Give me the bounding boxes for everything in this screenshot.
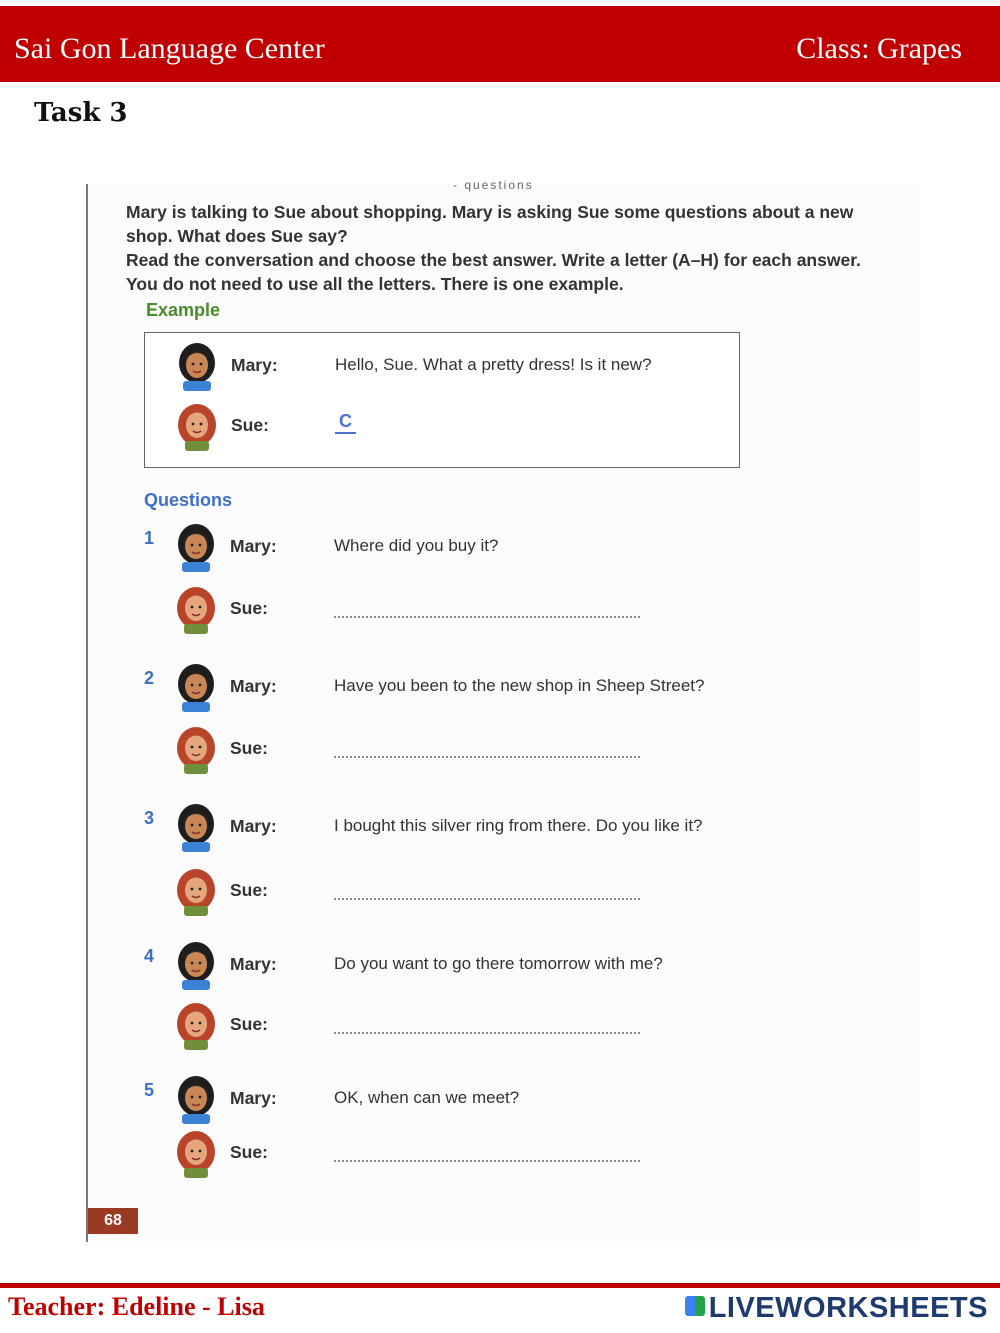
teacher-name: Teacher: Edeline - Lisa [8, 1292, 265, 1321]
question-3-mary-row [144, 802, 864, 852]
mary-line: I bought this silver ring from there. Do you like it? [334, 816, 703, 835]
brand-logo[interactable] [685, 1292, 988, 1325]
speaker-label: Sue: [230, 598, 268, 618]
mary-avatar-icon [173, 341, 221, 391]
mary-line: OK, when can we meet? [334, 1088, 520, 1107]
question-2-sue-row [144, 724, 864, 774]
speaker-label: Sue: [230, 738, 268, 758]
mary-line: Hello, Sue. What a pretty dress! Is it new? [335, 355, 652, 374]
sue-avatar-icon [172, 584, 220, 634]
mary-avatar-icon [172, 802, 220, 852]
mary-line: Have you been to the new shop in Sheep Street? [334, 676, 705, 695]
speaker-label: Sue: [230, 1014, 268, 1034]
sue-avatar-icon [172, 866, 220, 916]
header-bar [0, 6, 1000, 82]
speaker-label: Mary: [230, 816, 277, 836]
footer-divider [0, 1283, 1000, 1288]
school-name: Sai Gon Language Center [14, 32, 325, 65]
mary-avatar-icon [172, 940, 220, 990]
question-number: 2 [144, 668, 155, 688]
questions-label: Questions [144, 490, 233, 510]
question-5-sue-row [144, 1128, 864, 1178]
sue-avatar-icon [172, 724, 220, 774]
answer-field-3[interactable] [334, 898, 640, 900]
question-number: 4 [144, 946, 155, 966]
mary-avatar-icon [172, 1074, 220, 1124]
answer-field-4[interactable] [334, 1032, 640, 1034]
example-mary-row [145, 341, 735, 391]
sue-avatar-icon [172, 1128, 220, 1178]
sue-avatar-icon [172, 1000, 220, 1050]
question-4-mary-row [144, 940, 864, 990]
page-number: 68 [88, 1208, 138, 1234]
speaker-label: Sue: [230, 880, 268, 900]
mary-line: Where did you buy it? [334, 536, 499, 555]
question-4-sue-row [144, 1000, 864, 1050]
question-2-mary-row [144, 662, 864, 712]
worksheet-page [86, 178, 920, 1242]
answer-field-5[interactable] [334, 1160, 640, 1162]
task-title: Task 3 [34, 98, 128, 128]
speaker-label: Sue: [231, 415, 269, 435]
speaker-label: Mary: [231, 355, 278, 375]
instructions [126, 200, 886, 296]
speaker-label: Mary: [230, 676, 277, 696]
sue-avatar-icon [173, 401, 221, 451]
question-1-sue-row [144, 584, 864, 634]
mary-line: Do you want to go there tomorrow with me? [334, 954, 663, 973]
example-sue-row [145, 401, 735, 451]
example-label: Example [146, 300, 221, 320]
speaker-label: Mary: [230, 536, 277, 556]
mary-avatar-icon [172, 522, 220, 572]
brand-text: LIVEWORKSHEETS [708, 1292, 988, 1324]
example-box [144, 332, 740, 468]
example-answer: C [335, 411, 356, 434]
page-top-fragment: - questions [453, 178, 534, 192]
answer-field-1[interactable] [334, 616, 640, 618]
question-number: 5 [144, 1080, 155, 1100]
instruction-2: Read the conversation and choose the best answer. Write a letter (A–H) for each answer. You do not need to use all the letters. There is one example. [126, 250, 861, 294]
liveworksheets-logo-icon [685, 1296, 705, 1316]
question-5-mary-row [144, 1074, 864, 1124]
class-name: Class: Grapes [796, 32, 962, 65]
question-3-sue-row [144, 866, 864, 916]
instruction-1: Mary is talking to Sue about shopping. Mary is asking Sue some questions about a new shop. What does Sue say? [126, 202, 854, 246]
question-1-mary-row [144, 522, 864, 572]
question-number: 1 [144, 528, 155, 548]
mary-avatar-icon [172, 662, 220, 712]
speaker-label: Mary: [230, 1088, 277, 1108]
answer-field-2[interactable] [334, 756, 640, 758]
speaker-label: Mary: [230, 954, 277, 974]
question-number: 3 [144, 808, 155, 828]
speaker-label: Sue: [230, 1142, 268, 1162]
